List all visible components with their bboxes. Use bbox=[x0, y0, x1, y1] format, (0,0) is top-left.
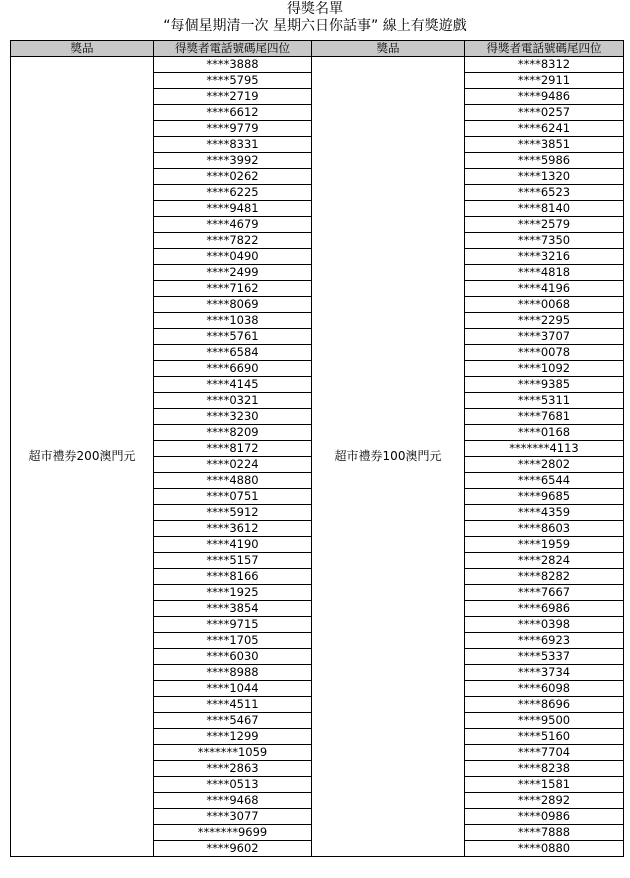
phone-cell-right: ****1092 bbox=[465, 361, 624, 377]
phone-cell-right: ****1959 bbox=[465, 537, 624, 553]
phone-cell-left: ****1705 bbox=[154, 633, 312, 649]
phone-cell-right: ****9500 bbox=[465, 713, 624, 729]
phone-cell-right: ****3851 bbox=[465, 137, 624, 153]
phone-cell-left: ****3992 bbox=[154, 153, 312, 169]
phone-cell-right: ****1581 bbox=[465, 777, 624, 793]
phone-cell-left: ****8988 bbox=[154, 665, 312, 681]
phone-cell-right: ****3734 bbox=[465, 665, 624, 681]
phone-cell-right: ****2802 bbox=[465, 457, 624, 473]
phone-cell-left: ****4679 bbox=[154, 217, 312, 233]
phone-cell-right: ****9486 bbox=[465, 89, 624, 105]
phone-cell-left: ****8209 bbox=[154, 425, 312, 441]
phone-cell-right: ****2824 bbox=[465, 553, 624, 569]
phone-cell-left: ****8166 bbox=[154, 569, 312, 585]
phone-cell-left: ****5795 bbox=[154, 73, 312, 89]
phone-cell-left: *******9699 bbox=[154, 825, 312, 841]
phone-cell-right: ****8312 bbox=[465, 57, 624, 73]
phone-cell-left: ****1925 bbox=[154, 585, 312, 601]
phone-cell-right: ****4818 bbox=[465, 265, 624, 281]
phone-cell-left: ****6030 bbox=[154, 649, 312, 665]
phone-cell-right: ****8238 bbox=[465, 761, 624, 777]
phone-cell-right: ****6523 bbox=[465, 185, 624, 201]
phone-cell-left: ****8069 bbox=[154, 297, 312, 313]
phone-cell-left: ****9602 bbox=[154, 841, 312, 857]
prize-cell-right: 超市禮券100澳門元 bbox=[312, 57, 465, 857]
phone-cell-left: ****7162 bbox=[154, 281, 312, 297]
phone-cell-right: ****3707 bbox=[465, 329, 624, 345]
phone-cell-left: ****3230 bbox=[154, 409, 312, 425]
phone-cell-right: ****7350 bbox=[465, 233, 624, 249]
phone-cell-left: ****8331 bbox=[154, 137, 312, 153]
phone-cell-right: ****4359 bbox=[465, 505, 624, 521]
phone-cell-left: ****0751 bbox=[154, 489, 312, 505]
phone-cell-right: ****0398 bbox=[465, 617, 624, 633]
phone-cell-right: ****6544 bbox=[465, 473, 624, 489]
phone-cell-right: ****9685 bbox=[465, 489, 624, 505]
phone-cell-left: ****6225 bbox=[154, 185, 312, 201]
phone-cell-right: ****7888 bbox=[465, 825, 624, 841]
phone-cell-right: ****6241 bbox=[465, 121, 624, 137]
phone-cell-left: ****4880 bbox=[154, 473, 312, 489]
phone-cell-left: ****4145 bbox=[154, 377, 312, 393]
phone-cell-left: ****6612 bbox=[154, 105, 312, 121]
winners-table bbox=[10, 40, 624, 857]
phone-cell-right: ****8603 bbox=[465, 521, 624, 537]
phone-cell-left: ****0321 bbox=[154, 393, 312, 409]
phone-cell-left: ****1299 bbox=[154, 729, 312, 745]
phone-cell-left: ****2719 bbox=[154, 89, 312, 105]
phone-cell-right: ****6098 bbox=[465, 681, 624, 697]
phone-cell-left: ****4190 bbox=[154, 537, 312, 553]
phone-cell-left: ****3854 bbox=[154, 601, 312, 617]
phone-cell-left: *******1059 bbox=[154, 745, 312, 761]
phone-cell-right: ****2892 bbox=[465, 793, 624, 809]
phone-cell-left: ****9779 bbox=[154, 121, 312, 137]
document-title: 得獎名單 bbox=[287, 1, 343, 17]
phone-cell-left: ****3888 bbox=[154, 57, 312, 73]
phone-cell-left: ****9715 bbox=[154, 617, 312, 633]
phone-cell-left: ****8172 bbox=[154, 441, 312, 457]
phone-cell-right: ****5986 bbox=[465, 153, 624, 169]
phone-cell-left: ****2499 bbox=[154, 265, 312, 281]
phone-cell-right: ****6986 bbox=[465, 601, 624, 617]
phone-cell-right: ****7704 bbox=[465, 745, 624, 761]
table-header-row bbox=[11, 41, 624, 57]
table-row bbox=[11, 57, 624, 73]
phone-cell-right: ****5160 bbox=[465, 729, 624, 745]
phone-cell-left: ****0224 bbox=[154, 457, 312, 473]
phone-cell-right: ****7667 bbox=[465, 585, 624, 601]
header-prize-right: 獎品 bbox=[312, 41, 465, 57]
prize-cell-left: 超市禮券200澳門元 bbox=[11, 57, 154, 857]
phone-cell-right: ****8282 bbox=[465, 569, 624, 585]
phone-cell-left: ****7822 bbox=[154, 233, 312, 249]
document-subtitle: “每個星期清一次 星期六日你話事” 線上有獎遊戲 bbox=[163, 18, 467, 34]
phone-cell-left: ****5157 bbox=[154, 553, 312, 569]
phone-cell-left: ****9468 bbox=[154, 793, 312, 809]
phone-cell-right: ****9385 bbox=[465, 377, 624, 393]
phone-cell-left: ****5912 bbox=[154, 505, 312, 521]
phone-cell-right: ****1320 bbox=[465, 169, 624, 185]
phone-cell-left: ****1038 bbox=[154, 313, 312, 329]
phone-cell-right: ****2911 bbox=[465, 73, 624, 89]
phone-cell-right: ****5337 bbox=[465, 649, 624, 665]
phone-cell-left: ****0513 bbox=[154, 777, 312, 793]
phone-cell-right: ****7681 bbox=[465, 409, 624, 425]
phone-cell-left: ****4511 bbox=[154, 697, 312, 713]
phone-cell-right: ****0068 bbox=[465, 297, 624, 313]
phone-cell-left: ****0262 bbox=[154, 169, 312, 185]
phone-cell-left: ****5761 bbox=[154, 329, 312, 345]
header-phone-right: 得獎者電話號碼尾四位 bbox=[465, 41, 624, 57]
phone-cell-right: ****4196 bbox=[465, 281, 624, 297]
phone-cell-right: ****0078 bbox=[465, 345, 624, 361]
phone-cell-left: ****9481 bbox=[154, 201, 312, 217]
phone-cell-right: ****3216 bbox=[465, 249, 624, 265]
phone-cell-left: ****6690 bbox=[154, 361, 312, 377]
phone-cell-left: ****1044 bbox=[154, 681, 312, 697]
phone-cell-left: ****3077 bbox=[154, 809, 312, 825]
phone-cell-left: ****3612 bbox=[154, 521, 312, 537]
phone-cell-left: ****2863 bbox=[154, 761, 312, 777]
phone-cell-right: ****5311 bbox=[465, 393, 624, 409]
phone-cell-right: ****8696 bbox=[465, 697, 624, 713]
header-prize-left: 獎品 bbox=[11, 41, 154, 57]
phone-cell-right: ****0986 bbox=[465, 809, 624, 825]
header-phone-left: 得獎者電話號碼尾四位 bbox=[154, 41, 312, 57]
phone-cell-right: ****0257 bbox=[465, 105, 624, 121]
phone-cell-right: ****2579 bbox=[465, 217, 624, 233]
phone-cell-right: ****2295 bbox=[465, 313, 624, 329]
phone-cell-right: ****0880 bbox=[465, 841, 624, 857]
phone-cell-left: ****0490 bbox=[154, 249, 312, 265]
phone-cell-right: ****0168 bbox=[465, 425, 624, 441]
phone-cell-right: *******4113 bbox=[465, 441, 624, 457]
phone-cell-left: ****5467 bbox=[154, 713, 312, 729]
phone-cell-right: ****8140 bbox=[465, 201, 624, 217]
phone-cell-left: ****6584 bbox=[154, 345, 312, 361]
phone-cell-right: ****6923 bbox=[465, 633, 624, 649]
